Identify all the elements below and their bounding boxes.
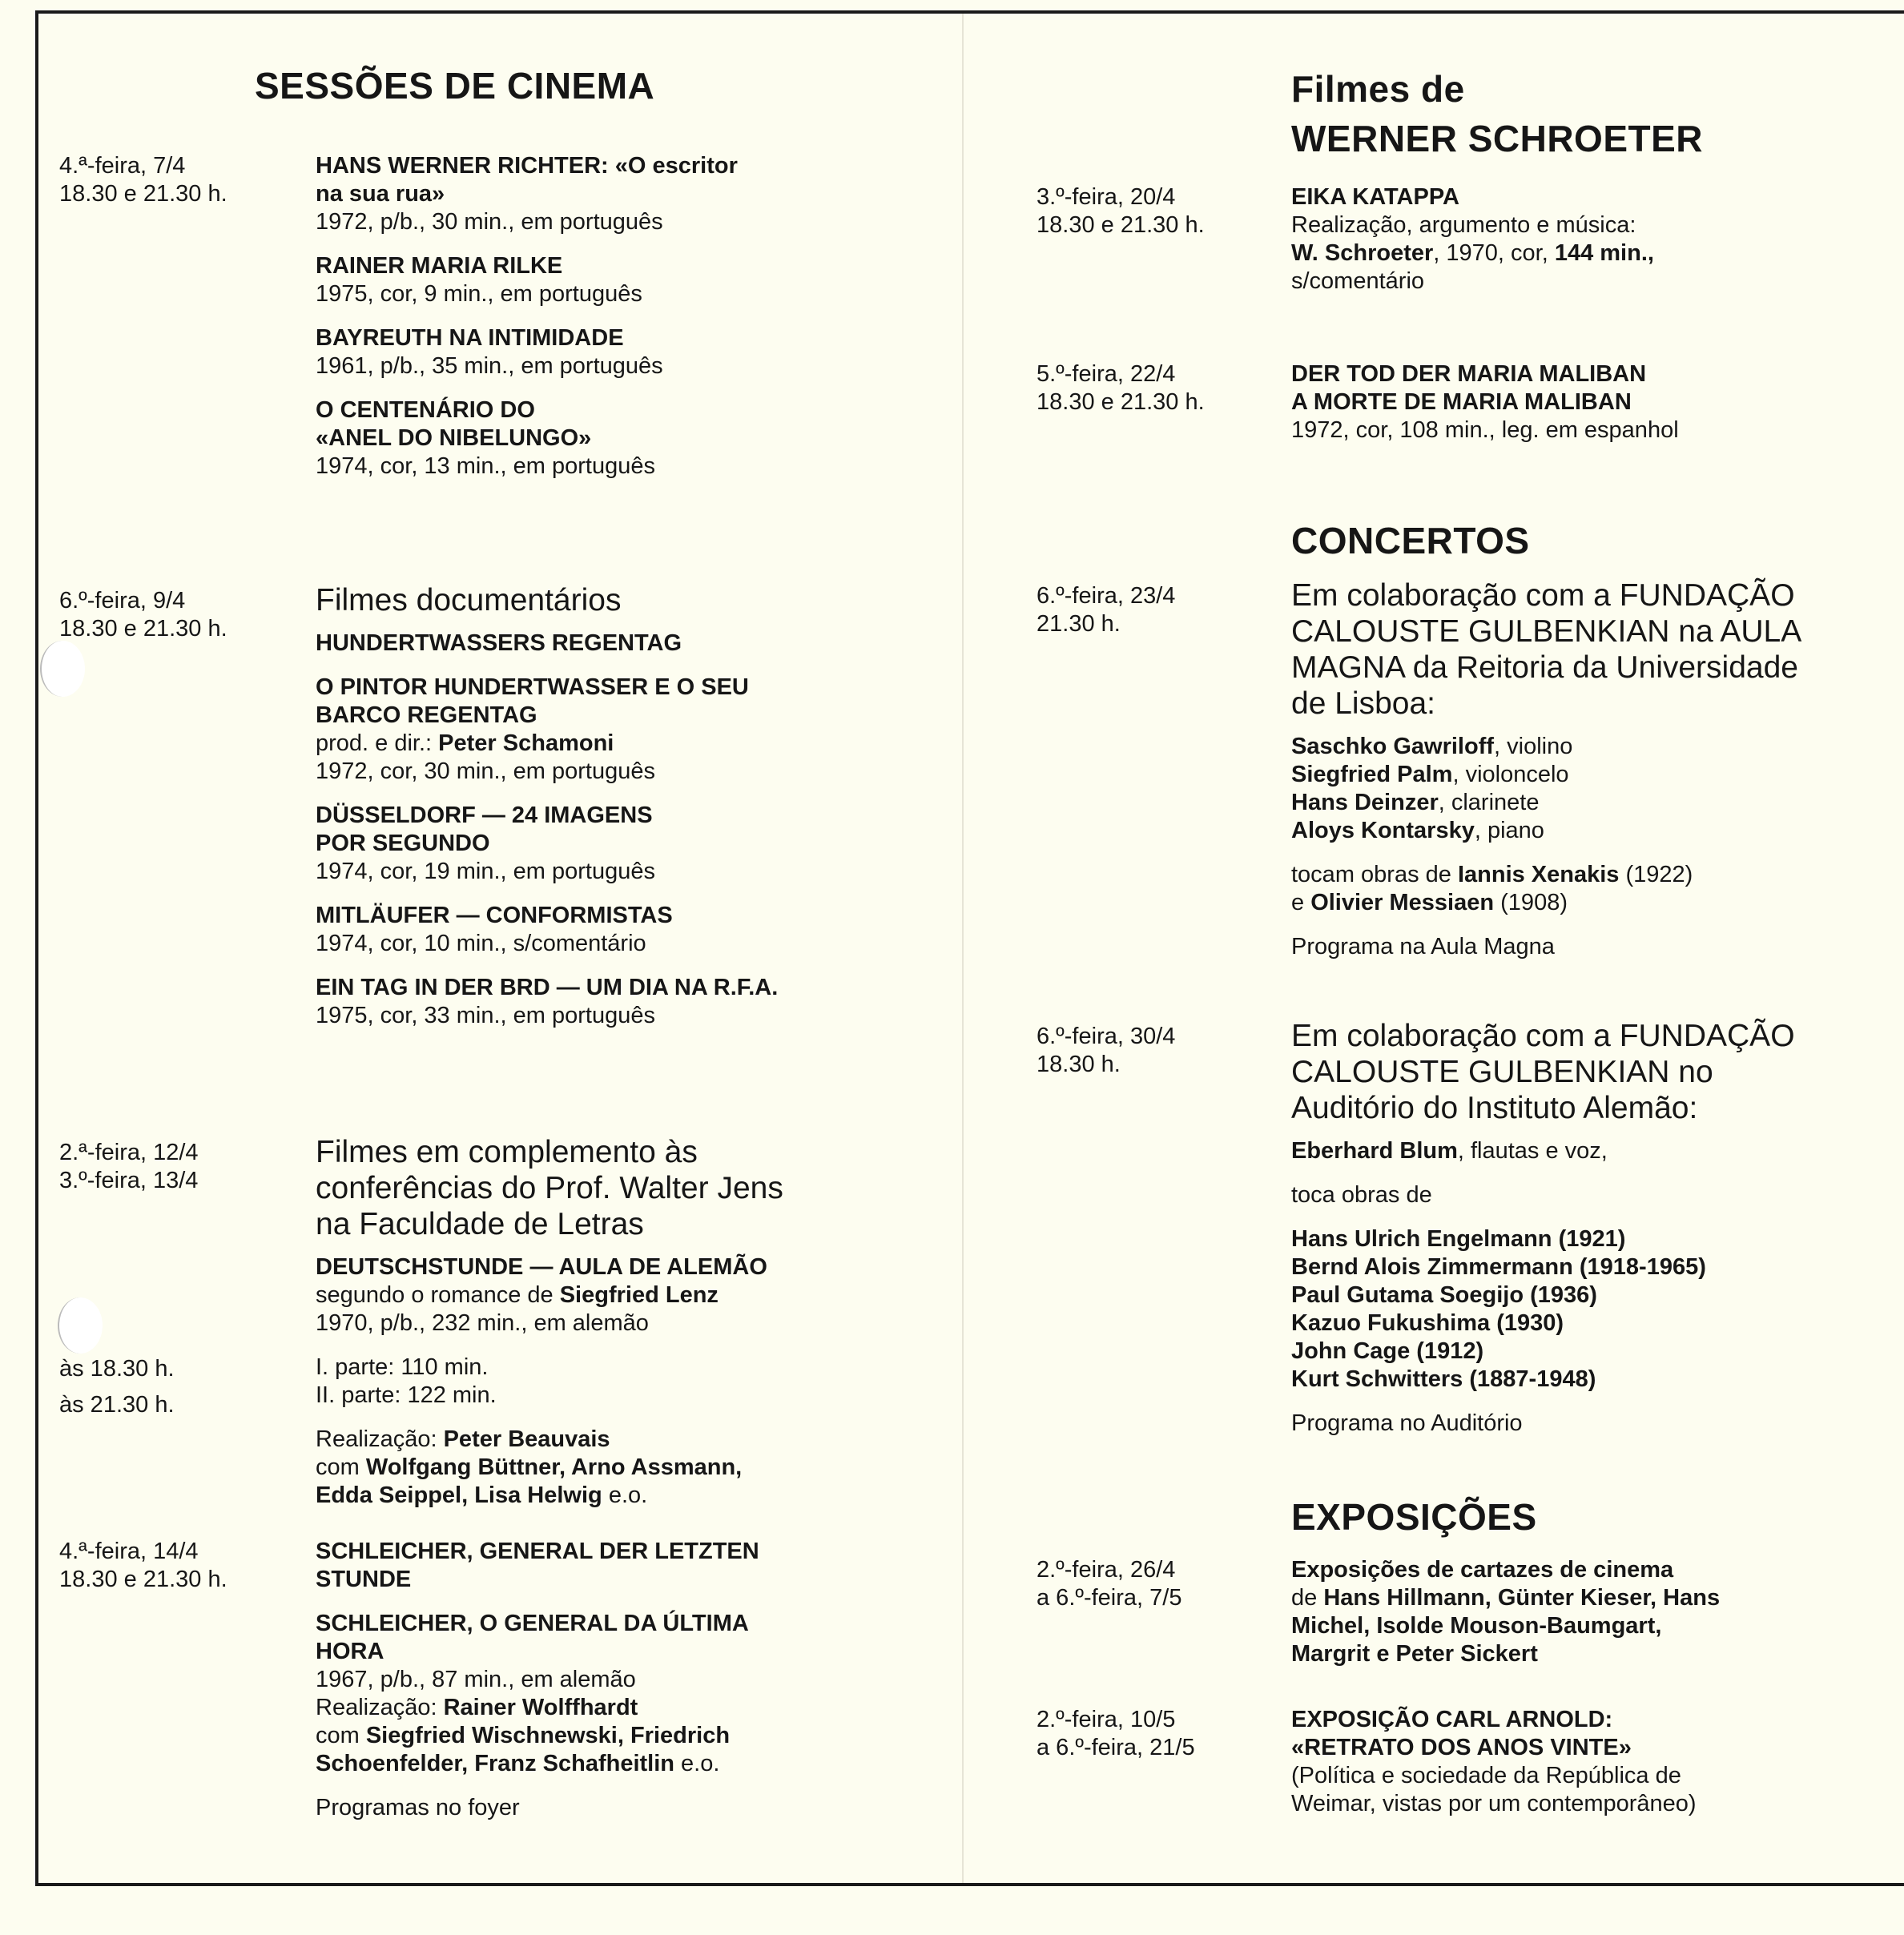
text-line bbox=[1291, 1253, 1795, 1281]
event-paragraph bbox=[1291, 577, 1801, 722]
text-line bbox=[316, 1750, 759, 1778]
punch-hole bbox=[58, 1297, 103, 1354]
text: MAGNA da Reitoria da Universidade bbox=[1291, 650, 1798, 685]
date-line: 18.30 e 21.30 h. bbox=[1037, 389, 1205, 415]
date-line: 18.30 e 21.30 h. bbox=[59, 181, 227, 207]
text-line bbox=[1291, 416, 1679, 445]
event-date bbox=[1037, 1556, 1181, 1612]
bold-text: Hans Ulrich Engelmann (1921) bbox=[1291, 1226, 1626, 1252]
text-line bbox=[316, 674, 778, 702]
date-line: 4.ª-feira, 14/4 bbox=[59, 1539, 199, 1564]
text-line bbox=[316, 1794, 759, 1822]
text-line bbox=[316, 1134, 783, 1170]
event-paragraph bbox=[1291, 1410, 1795, 1438]
text: conferências do Prof. Walter Jens bbox=[316, 1171, 783, 1205]
bold-text: Iannis Xenakis bbox=[1457, 862, 1620, 887]
text-line bbox=[1291, 1181, 1795, 1209]
bold-text: W. Schroeter bbox=[1291, 240, 1434, 266]
date-line: 18.30 e 21.30 h. bbox=[59, 1567, 227, 1592]
right-title-line: WERNER SCHROETER bbox=[1291, 118, 1704, 159]
text-line bbox=[1291, 577, 1801, 613]
text: Em colaboração com a FUNDAÇÃO bbox=[1291, 578, 1795, 613]
bold-text: A MORTE DE MARIA MALIBAN bbox=[1291, 389, 1632, 415]
text: Em colaboração com a FUNDAÇÃO bbox=[1291, 1019, 1795, 1053]
event-date bbox=[59, 587, 227, 643]
bold-text: Hans Hillmann, Günter Kieser, Hans bbox=[1323, 1585, 1721, 1611]
event-details bbox=[1291, 1556, 1720, 1684]
event-paragraph bbox=[316, 630, 778, 658]
text-line bbox=[1291, 817, 1801, 845]
section-heading-concertos: CONCERTOS bbox=[1291, 520, 1530, 561]
bold-text: Hans Deinzer bbox=[1291, 790, 1439, 815]
event-paragraph bbox=[1291, 1556, 1720, 1668]
text-line bbox=[316, 424, 738, 453]
text-line bbox=[1291, 211, 1654, 239]
text-line bbox=[316, 1382, 783, 1410]
text: , violoncelo bbox=[1452, 762, 1569, 787]
text: 1972, cor, 108 min., leg. em espanhol bbox=[1291, 417, 1679, 443]
bold-text: Siegfried Wischnewski, Friedrich bbox=[365, 1723, 731, 1748]
text-line bbox=[316, 1354, 783, 1382]
text-line bbox=[316, 1610, 759, 1638]
text-line bbox=[316, 152, 738, 180]
text-line bbox=[316, 802, 778, 830]
bold-text: Bernd Alois Zimmermann (1918-1965) bbox=[1291, 1254, 1706, 1280]
date-line: a 6.º-feira, 21/5 bbox=[1037, 1735, 1195, 1760]
text-line bbox=[316, 1638, 759, 1666]
bold-text: EIKA KATAPPA bbox=[1291, 184, 1459, 210]
date-line: 5.º-feira, 22/4 bbox=[1037, 361, 1176, 387]
bold-text: BAYREUTH NA INTIMIDADE bbox=[316, 325, 624, 351]
text-line bbox=[1291, 1366, 1795, 1394]
text: I. parte: 110 min. bbox=[316, 1354, 489, 1380]
text-line bbox=[1291, 239, 1654, 268]
text-line bbox=[316, 352, 738, 380]
bold-text: DER TOD DER MARIA MALIBAN bbox=[1291, 361, 1647, 387]
text-line bbox=[316, 208, 738, 236]
text: Auditório do Instituto Alemão: bbox=[1291, 1091, 1698, 1125]
frame-left-rule bbox=[35, 10, 38, 1886]
text: , violino bbox=[1494, 734, 1573, 759]
event-paragraph bbox=[316, 1610, 759, 1778]
text-line bbox=[1291, 1734, 1697, 1762]
event-date bbox=[59, 1139, 199, 1195]
text: e bbox=[1291, 890, 1311, 915]
text-line bbox=[316, 252, 738, 280]
event-paragraph bbox=[316, 674, 778, 786]
section-heading-exposicoes: EXPOSIÇÕES bbox=[1291, 1496, 1537, 1538]
text-line bbox=[316, 730, 778, 758]
event-paragraph bbox=[1291, 861, 1801, 917]
bold-text: Siegfried Lenz bbox=[559, 1282, 719, 1308]
event-date bbox=[1037, 183, 1205, 239]
text: 1967, p/b., 87 min., em alemão bbox=[316, 1667, 636, 1692]
text: Programa no Auditório bbox=[1291, 1410, 1523, 1436]
text: Programas no foyer bbox=[316, 1795, 520, 1820]
event-date bbox=[1037, 1023, 1175, 1079]
event-paragraph bbox=[1291, 183, 1654, 296]
text-line bbox=[316, 1722, 759, 1750]
text: , piano bbox=[1474, 818, 1544, 843]
text-line bbox=[316, 1309, 783, 1338]
event-paragraph bbox=[1291, 1181, 1795, 1209]
event-paragraph bbox=[316, 582, 778, 618]
frame-bottom-rule bbox=[35, 1883, 1904, 1886]
bold-text: DÜSSELDORF — 24 IMAGENS bbox=[316, 803, 653, 828]
bold-text: 144 min., bbox=[1554, 240, 1654, 266]
text: e.o. bbox=[674, 1751, 720, 1776]
event-paragraph bbox=[316, 252, 738, 308]
text: (1908) bbox=[1494, 890, 1568, 915]
event-paragraph bbox=[1291, 1706, 1697, 1818]
text: 1975, cor, 9 min., em português bbox=[316, 281, 642, 307]
text-line bbox=[316, 974, 778, 1002]
text: Filmes em complemento às bbox=[316, 1135, 698, 1169]
bold-text: Wolfgang Büttner, Arno Assmann, bbox=[365, 1454, 743, 1480]
text-line bbox=[316, 1206, 783, 1242]
event-details bbox=[316, 1134, 783, 1526]
text-line bbox=[1291, 1309, 1795, 1338]
bold-text: SCHLEICHER, GENERAL DER LETZTEN bbox=[316, 1539, 759, 1564]
event-paragraph bbox=[316, 1354, 783, 1410]
bold-text: Kazuo Fukushima (1930) bbox=[1291, 1310, 1564, 1336]
bold-text: Exposições de cartazes de cinema bbox=[1291, 1557, 1674, 1583]
date-line: a 6.º-feira, 7/5 bbox=[1037, 1585, 1182, 1611]
text: na Faculdade de Letras bbox=[316, 1207, 644, 1241]
text: com bbox=[316, 1723, 366, 1748]
date-line: 6.º-feira, 23/4 bbox=[1037, 583, 1176, 609]
text: toca obras de bbox=[1291, 1182, 1432, 1208]
text: , clarinete bbox=[1438, 790, 1540, 815]
event-details bbox=[1291, 577, 1801, 977]
event-details bbox=[1291, 183, 1654, 312]
text-line bbox=[1291, 889, 1801, 917]
text-line bbox=[1291, 1338, 1795, 1366]
text: 1974, cor, 13 min., em português bbox=[316, 453, 655, 479]
text-line bbox=[1291, 1137, 1795, 1165]
event-details bbox=[316, 1538, 759, 1838]
text-line bbox=[1291, 1612, 1720, 1640]
text-line bbox=[1291, 1556, 1720, 1584]
right-page-title bbox=[1291, 64, 1703, 163]
text-line bbox=[1291, 933, 1801, 961]
event-date bbox=[1037, 360, 1205, 416]
date-line: 2.ª-feira, 12/4 bbox=[59, 1140, 199, 1165]
bold-text: DEUTSCHSTUNDE — AULA DE ALEMÃO bbox=[316, 1254, 767, 1280]
event-details bbox=[1291, 1018, 1795, 1454]
text: s/comentário bbox=[1291, 268, 1425, 294]
text-line bbox=[1291, 1225, 1795, 1253]
bold-text: Schoenfelder, Franz Schafheitlin bbox=[316, 1751, 674, 1776]
bold-text: BARCO REGENTAG bbox=[316, 702, 537, 728]
event-date bbox=[1037, 582, 1175, 638]
text-line bbox=[316, 1281, 783, 1309]
date-line: 2.º-feira, 10/5 bbox=[1037, 1707, 1176, 1732]
bold-text: RAINER MARIA RILKE bbox=[316, 253, 563, 279]
text: segundo o romance de bbox=[316, 1282, 560, 1308]
bold-text: EXPOSIÇÃO CARL ARNOLD: bbox=[1291, 1707, 1613, 1732]
text-line bbox=[1291, 1281, 1795, 1309]
event-details bbox=[316, 582, 778, 1046]
text: (Política e sociedade da República de bbox=[1291, 1763, 1681, 1788]
event-paragraph bbox=[316, 1253, 783, 1338]
event-paragraph bbox=[316, 396, 738, 481]
event-paragraph bbox=[316, 1426, 783, 1510]
event-date bbox=[59, 152, 227, 208]
text-line bbox=[316, 1002, 778, 1030]
text-line bbox=[316, 630, 778, 658]
text-line bbox=[316, 902, 778, 930]
bold-text: Peter Schamoni bbox=[438, 730, 614, 756]
bold-text: Peter Beauvais bbox=[443, 1426, 610, 1452]
bold-text: HORA bbox=[316, 1639, 384, 1664]
event-paragraph bbox=[1291, 733, 1801, 845]
text-line bbox=[1291, 613, 1801, 650]
text-line bbox=[316, 324, 738, 352]
text: Programa na Aula Magna bbox=[1291, 934, 1555, 959]
text-line bbox=[316, 758, 778, 786]
text-line bbox=[316, 858, 778, 886]
text: Realização: bbox=[316, 1695, 444, 1720]
frame-top-rule bbox=[35, 10, 1904, 14]
text: , 1970, cor, bbox=[1433, 240, 1555, 266]
text-line bbox=[1291, 360, 1679, 388]
text-line bbox=[1291, 1090, 1795, 1126]
text: 1972, p/b., 30 min., em português bbox=[316, 209, 663, 235]
text: 1970, p/b., 232 min., em alemão bbox=[316, 1310, 649, 1336]
text-line bbox=[316, 582, 778, 618]
text: 1972, cor, 30 min., em português bbox=[316, 758, 655, 784]
text-line bbox=[316, 280, 738, 308]
text-line bbox=[316, 930, 778, 958]
text-line bbox=[1291, 686, 1801, 722]
event-paragraph bbox=[1291, 1018, 1795, 1126]
right-title-line: Filmes de bbox=[1291, 68, 1465, 110]
bold-text: «ANEL DO NIBELUNGO» bbox=[316, 425, 592, 451]
screening-time: às 18.30 h. bbox=[59, 1356, 175, 1382]
text-line bbox=[316, 453, 738, 481]
event-details bbox=[316, 152, 738, 497]
text-line bbox=[316, 1454, 783, 1482]
bold-text: Siegfried Palm bbox=[1291, 762, 1453, 787]
text-line bbox=[316, 1170, 783, 1206]
text: Realização: bbox=[316, 1426, 444, 1452]
text-line bbox=[1291, 1640, 1720, 1668]
event-paragraph bbox=[316, 1794, 759, 1822]
text: Filmes documentários bbox=[316, 583, 622, 618]
bold-text: Rainer Wolffhardt bbox=[443, 1695, 638, 1720]
text-line bbox=[1291, 861, 1801, 889]
text: de Lisboa: bbox=[1291, 686, 1435, 721]
text-line bbox=[1291, 733, 1801, 761]
bold-text: Kurt Schwitters (1887-1948) bbox=[1291, 1366, 1596, 1392]
bold-text: POR SEGUNDO bbox=[316, 831, 490, 856]
text-line bbox=[1291, 1018, 1795, 1054]
bold-text: EIN TAG IN DER BRD — UM DIA NA R.F.A. bbox=[316, 975, 779, 1000]
text-line bbox=[316, 1566, 759, 1594]
event-paragraph bbox=[316, 802, 778, 886]
text: 1974, cor, 10 min., s/comentário bbox=[316, 931, 646, 956]
event-paragraph bbox=[316, 152, 738, 236]
text-line bbox=[1291, 1584, 1720, 1612]
bold-text: HUNDERTWASSERS REGENTAG bbox=[316, 630, 682, 656]
event-details bbox=[1291, 1706, 1697, 1834]
text: e.o. bbox=[602, 1482, 648, 1508]
text: com bbox=[316, 1454, 366, 1480]
event-date bbox=[59, 1538, 227, 1594]
bold-text: Eberhard Blum bbox=[1291, 1138, 1458, 1164]
bold-text: MITLÄUFER — CONFORMISTAS bbox=[316, 903, 673, 928]
date-line: 18.30 e 21.30 h. bbox=[1037, 212, 1205, 238]
date-line: 2.º-feira, 26/4 bbox=[1037, 1557, 1176, 1583]
event-paragraph bbox=[1291, 360, 1679, 445]
text: prod. e dir.: bbox=[316, 730, 439, 756]
left-page-title: SESSÕES DE CINEMA bbox=[255, 65, 655, 107]
bold-text: O CENTENÁRIO DO bbox=[316, 397, 535, 423]
text-line bbox=[316, 830, 778, 858]
event-paragraph bbox=[316, 1134, 783, 1242]
date-line: 3.º-feira, 20/4 bbox=[1037, 184, 1176, 210]
text: 1974, cor, 19 min., em português bbox=[316, 859, 655, 884]
text-line bbox=[316, 1694, 759, 1722]
date-line: 21.30 h. bbox=[1037, 611, 1121, 637]
text-line bbox=[1291, 1762, 1697, 1790]
text: , flautas e voz, bbox=[1457, 1138, 1608, 1164]
date-line: 18.30 h. bbox=[1037, 1052, 1121, 1077]
bold-text: Edda Seippel, Lisa Helwig bbox=[316, 1482, 602, 1508]
event-date bbox=[1037, 1706, 1195, 1762]
bold-text: Saschko Gawriloff bbox=[1291, 734, 1495, 759]
text-line bbox=[1291, 1706, 1697, 1734]
text: Weimar, vistas por um contemporâneo) bbox=[1291, 1791, 1697, 1816]
text-line bbox=[1291, 268, 1654, 296]
date-line: 6.º-feira, 9/4 bbox=[59, 588, 186, 613]
event-details bbox=[1291, 360, 1679, 461]
text: de bbox=[1291, 1585, 1324, 1611]
date-line: 18.30 e 21.30 h. bbox=[59, 616, 227, 642]
page-fold bbox=[962, 14, 964, 1883]
text-line bbox=[1291, 761, 1801, 789]
date-line: 3.º-feira, 13/4 bbox=[59, 1168, 199, 1193]
text-line bbox=[316, 180, 738, 208]
text-line bbox=[1291, 650, 1801, 686]
bold-text: Olivier Messiaen bbox=[1310, 890, 1495, 915]
text-line bbox=[316, 1253, 783, 1281]
bold-text: SCHLEICHER, O GENERAL DA ÚLTIMA bbox=[316, 1611, 749, 1636]
bold-text: Paul Gutama Soegijo (1936) bbox=[1291, 1282, 1597, 1308]
text: Realização, argumento e música: bbox=[1291, 212, 1636, 238]
bold-text: Margrit e Peter Sickert bbox=[1291, 1641, 1538, 1667]
text-line bbox=[316, 396, 738, 424]
date-line: 6.º-feira, 30/4 bbox=[1037, 1024, 1176, 1049]
text-line bbox=[316, 1482, 783, 1510]
text: II. parte: 122 min. bbox=[316, 1382, 497, 1408]
screening-time: às 21.30 h. bbox=[59, 1392, 175, 1418]
bold-text: O PINTOR HUNDERTWASSER E O SEU bbox=[316, 674, 749, 700]
bold-text: na sua rua» bbox=[316, 181, 445, 207]
bold-text: STUNDE bbox=[316, 1567, 412, 1592]
event-paragraph bbox=[316, 974, 778, 1030]
text: (1922) bbox=[1619, 862, 1693, 887]
text: tocam obras de bbox=[1291, 862, 1458, 887]
text: CALOUSTE GULBENKIAN no bbox=[1291, 1055, 1713, 1089]
text-line bbox=[1291, 388, 1679, 416]
bold-text: Michel, Isolde Mouson-Baumgart, bbox=[1291, 1613, 1662, 1639]
event-paragraph bbox=[316, 324, 738, 380]
bold-text: John Cage (1912) bbox=[1291, 1338, 1484, 1364]
date-line: 4.ª-feira, 7/4 bbox=[59, 153, 186, 179]
event-paragraph bbox=[1291, 933, 1801, 961]
text-line bbox=[1291, 1790, 1697, 1818]
event-paragraph bbox=[316, 1538, 759, 1594]
text: 1975, cor, 33 min., em português bbox=[316, 1003, 655, 1028]
text-line bbox=[1291, 1054, 1795, 1090]
event-paragraph bbox=[1291, 1137, 1795, 1165]
bold-text: «RETRATO DOS ANOS VINTE» bbox=[1291, 1735, 1632, 1760]
text-line bbox=[316, 1666, 759, 1694]
punch-hole bbox=[40, 641, 85, 697]
event-paragraph bbox=[1291, 1225, 1795, 1394]
text: 1961, p/b., 35 min., em português bbox=[316, 353, 663, 379]
text: CALOUSTE GULBENKIAN na AULA bbox=[1291, 614, 1802, 649]
event-paragraph bbox=[316, 902, 778, 958]
text-line bbox=[1291, 789, 1801, 817]
text-line bbox=[1291, 183, 1654, 211]
text-line bbox=[1291, 1410, 1795, 1438]
text-line bbox=[316, 1538, 759, 1566]
bold-text: Aloys Kontarsky bbox=[1291, 818, 1475, 843]
text-line bbox=[316, 702, 778, 730]
bold-text: HANS WERNER RICHTER: «O escritor bbox=[316, 153, 738, 179]
text-line bbox=[316, 1426, 783, 1454]
